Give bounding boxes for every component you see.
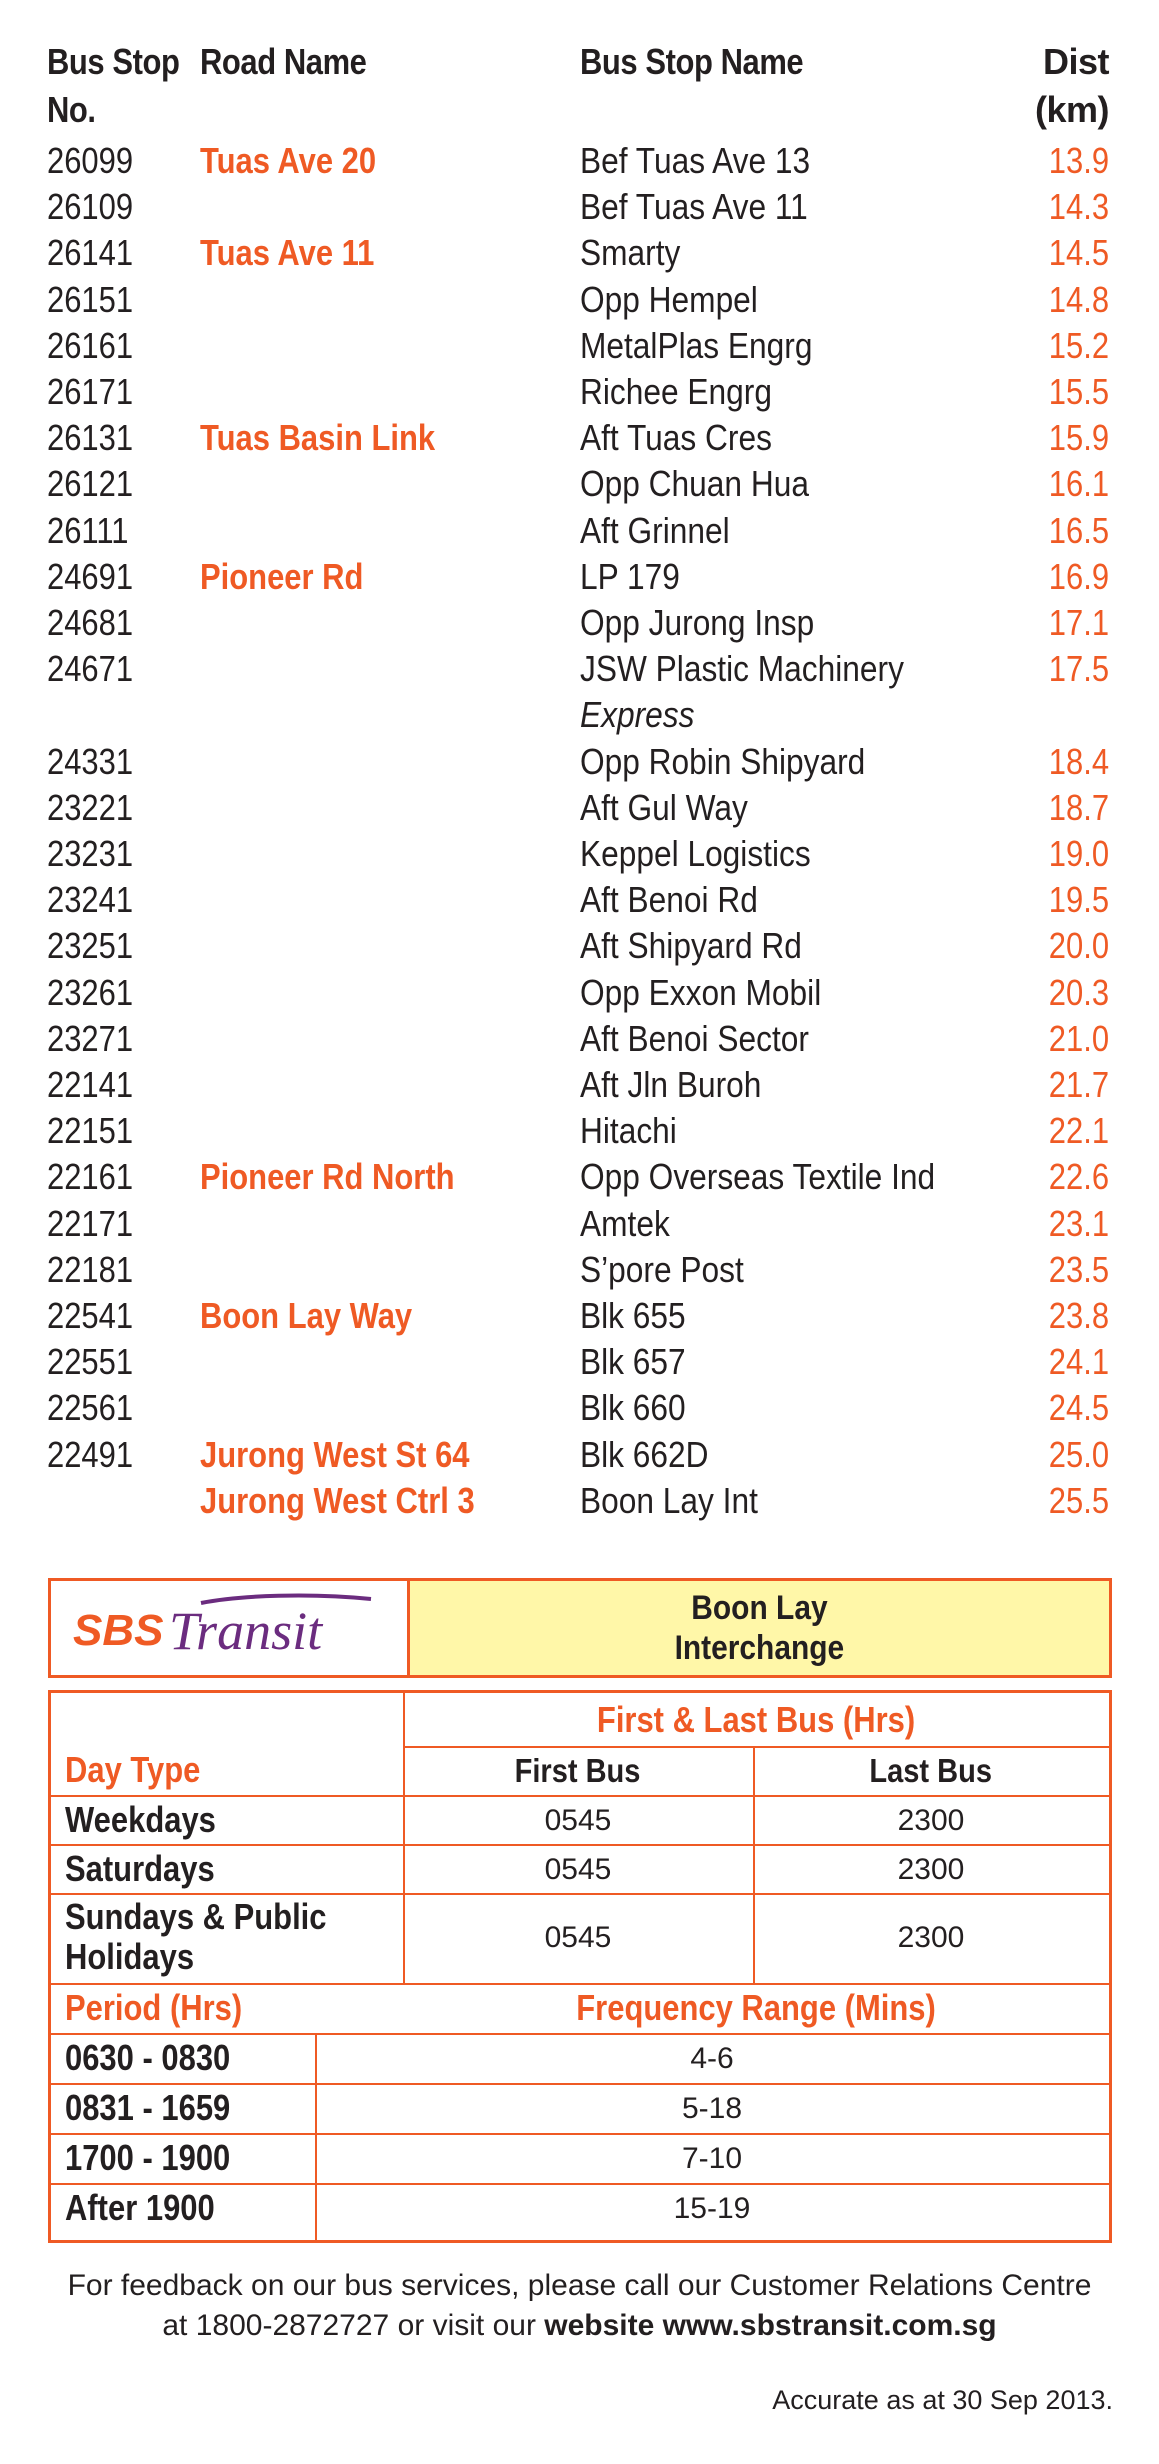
stop-row (0, 277, 1159, 323)
header-dist-line1: Dist (1042, 41, 1109, 82)
distance-km: 14.5 (1048, 232, 1109, 274)
day-type-label: Day Type (65, 1749, 201, 1790)
header-bus-stop-no (47, 38, 201, 134)
bus-stop-name: Opp Hempel (580, 278, 758, 320)
stop-row (0, 1247, 1159, 1293)
distance-km: 17.5 (1048, 648, 1109, 690)
bus-stop-name: Aft Benoi Sector (580, 1017, 809, 1059)
stop-row (0, 1385, 1159, 1431)
period-label: Period (Hrs) (65, 1987, 243, 2028)
bus-stop-name: Blk 657 (580, 1341, 686, 1383)
bus-stop-no: 22161 (47, 1156, 134, 1198)
bus-stop-no: 24681 (47, 602, 134, 643)
bus-stop-no: 22171 (47, 1202, 134, 1244)
bus-stop-no: 23251 (47, 925, 134, 967)
distance-km: 18.4 (1048, 740, 1109, 782)
period-row-2: 0831 - 1659 (65, 2087, 231, 2128)
stop-row (0, 138, 1159, 184)
stop-row (0, 1016, 1159, 1062)
bus-stop-no: 23231 (47, 833, 134, 874)
stop-row (0, 1201, 1159, 1247)
grid-line (51, 1844, 1109, 1846)
sundays-first-bus: 0545 (544, 1921, 612, 1954)
bus-stop-name: Aft Shipyard Rd (580, 925, 802, 967)
bus-stop-name: JSW Plastic Machinery (580, 648, 904, 690)
bus-stop-no: 22181 (47, 1248, 134, 1290)
bus-stop-no: 22491 (47, 1433, 134, 1475)
bus-stop-no: 26109 (47, 186, 134, 228)
distance-km: 21.7 (1048, 1064, 1109, 1105)
distance-km: 16.9 (1048, 555, 1109, 597)
grid-line (51, 1983, 1109, 1985)
stop-row (0, 600, 1159, 646)
stop-row (0, 1339, 1159, 1385)
header-dist (1035, 38, 1109, 134)
bus-stop-name: Keppel Logistics (580, 833, 811, 874)
last-bus-label: Last Bus (869, 1752, 993, 1789)
stop-row (0, 184, 1159, 230)
bus-stop-name: Aft Benoi Rd (580, 879, 758, 921)
feedback-line-2-text: at 1800-2872727 or visit our (162, 2309, 545, 2342)
weekdays-first-bus: 0545 (544, 1804, 612, 1837)
grid-line (51, 2033, 1109, 2035)
bus-stop-name: Aft Gul Way (580, 786, 748, 828)
header-bus-stop-no-line2: No. (47, 89, 96, 130)
bus-stop-no: 23261 (47, 971, 134, 1013)
distance-km: 14.8 (1048, 278, 1109, 320)
stop-row (0, 1062, 1159, 1108)
bus-stop-name: Opp Robin Shipyard (580, 740, 866, 782)
bus-stop-name: Bef Tuas Ave 13 (580, 140, 811, 181)
distance-km: 24.5 (1048, 1387, 1109, 1429)
stop-row (0, 323, 1159, 369)
distance-km: 25.0 (1048, 1433, 1109, 1475)
grid-line (403, 1746, 1109, 1748)
bus-stop-name: Boon Lay Int (580, 1479, 758, 1521)
distance-km: 18.7 (1048, 786, 1109, 828)
bus-stop-name: Aft Grinnel (580, 509, 730, 551)
distance-km: 21.0 (1048, 1017, 1109, 1059)
stop-row (0, 1478, 1159, 1524)
bus-stop-name: Opp Jurong Insp (580, 602, 815, 643)
frequency-row-1: 4-6 (690, 2042, 734, 2075)
accuracy-note: Accurate as at 30 Sep 2013. (772, 2385, 1113, 2415)
bus-stop-no: 23271 (47, 1017, 134, 1059)
header-bus-stop-name-label: Bus Stop Name (580, 41, 804, 82)
first-bus-label: First Bus (515, 1752, 641, 1789)
distance-km: 24.1 (1048, 1341, 1109, 1383)
road-name: Tuas Ave 11 (200, 232, 375, 274)
bus-stop-no: 22151 (47, 1110, 134, 1152)
sbs-transit-logo (51, 1581, 407, 1675)
distance-km: 16.5 (1048, 509, 1109, 551)
bus-stop-name: Aft Tuas Cres (580, 417, 772, 459)
bus-stop-name: Richee Engrg (580, 371, 772, 412)
bus-stop-no: 26141 (47, 232, 134, 274)
stop-row (0, 1432, 1159, 1478)
stop-row (0, 461, 1159, 507)
distance-km: 22.1 (1048, 1110, 1109, 1152)
bus-stop-name: Aft Jln Buroh (580, 1064, 762, 1105)
road-name: Pioneer Rd North (200, 1156, 455, 1198)
bus-stop-name: Amtek (580, 1202, 670, 1244)
frequency-row-3: 7-10 (681, 2142, 743, 2175)
bus-stop-name: Blk 655 (580, 1295, 686, 1336)
header-bus-stop-name (580, 38, 840, 86)
stop-row (0, 646, 1159, 692)
distance-km: 15.2 (1048, 324, 1109, 366)
road-name: Pioneer Rd (200, 555, 364, 597)
bus-stop-no: 23241 (47, 879, 134, 921)
road-name: Tuas Basin Link (200, 417, 436, 459)
website-link[interactable]: website www.sbstransit.com.sg (544, 2309, 997, 2342)
grid-line (51, 2183, 1109, 2185)
bus-stop-name: S’pore Post (580, 1248, 744, 1290)
sundays-last-bus: 2300 (897, 1921, 965, 1954)
bus-stop-name: Opp Chuan Hua (580, 463, 809, 505)
bus-stop-no: 24671 (47, 648, 134, 690)
distance-km: 23.8 (1048, 1295, 1109, 1336)
distance-km: 25.5 (1048, 1479, 1109, 1521)
bus-stop-name: Express (580, 694, 695, 736)
bus-stop-name: Opp Exxon Mobil (580, 971, 822, 1013)
bus-stop-no: 24691 (47, 555, 134, 597)
saturdays-first-bus: 0545 (544, 1853, 612, 1886)
distance-km: 20.3 (1048, 971, 1109, 1013)
weekdays-last-bus: 2300 (897, 1804, 965, 1837)
frequency-row-2: 5-18 (681, 2092, 743, 2125)
road-name: Jurong West Ctrl 3 (200, 1479, 475, 1521)
grid-line (51, 2083, 1109, 2085)
feedback-line-1: For feedback on our bus services, please call our Customer Relations Centre (67, 2269, 1092, 2302)
bus-stop-name: Hitachi (580, 1110, 677, 1152)
bus-stop-no: 26131 (47, 417, 134, 459)
stop-row (0, 508, 1159, 554)
stop-row (0, 369, 1159, 415)
distance-km: 15.9 (1048, 417, 1109, 459)
interchange-line1: Boon Lay (691, 1589, 828, 1627)
bus-stop-no: 26151 (47, 278, 134, 320)
bus-stop-no: 22561 (47, 1387, 134, 1429)
sbs-transit-logo-graphic (51, 1581, 407, 1675)
distance-km: 20.0 (1048, 925, 1109, 967)
stop-row (0, 785, 1159, 831)
feedback-line-2 (0, 2306, 1159, 2346)
bus-stop-no: 26099 (47, 140, 134, 181)
bus-stop-no: 22551 (47, 1341, 134, 1383)
bus-stop-no: 26111 (47, 509, 129, 551)
grid-line (51, 1893, 1109, 1895)
logo-sbs-text: SBS (73, 1606, 164, 1655)
stop-row (0, 1154, 1159, 1200)
first-last-title: First & Last Bus (Hrs) (596, 1699, 916, 1740)
stop-row (0, 970, 1159, 1016)
stop-row (0, 1108, 1159, 1154)
bus-stop-no: 26171 (47, 371, 134, 412)
frequency-row-4: 15-19 (673, 2192, 751, 2225)
header-dist-line2: (km) (1034, 89, 1109, 130)
distance-km: 16.1 (1048, 463, 1109, 505)
distance-km: 23.5 (1048, 1248, 1109, 1290)
distance-km: 14.3 (1048, 186, 1109, 228)
period-row-1: 0630 - 0830 (65, 2037, 231, 2078)
bus-stop-name: Opp Overseas Textile Ind (580, 1156, 936, 1198)
bus-stop-no: 22541 (47, 1295, 134, 1336)
stop-row (0, 554, 1159, 600)
interchange-title (407, 1581, 1109, 1675)
header-road-name-label: Road Name (200, 41, 367, 82)
bus-stop-name: Smarty (580, 232, 681, 274)
interchange-line2: Interchange (674, 1629, 845, 1667)
logo-transit-text: Transit (169, 1601, 323, 1661)
road-name: Boon Lay Way (200, 1295, 413, 1336)
distance-km: 19.5 (1048, 879, 1109, 921)
stop-row (0, 1293, 1159, 1339)
period-row-4: After 1900 (65, 2187, 215, 2228)
stop-row (0, 831, 1159, 877)
road-name: Tuas Ave 20 (200, 140, 377, 181)
grid-line (51, 1795, 1109, 1797)
bus-stop-name: LP 179 (580, 555, 680, 597)
timetable (48, 1690, 1112, 2243)
bus-stop-no: 22141 (47, 1064, 134, 1105)
bus-stop-name: Blk 660 (580, 1387, 686, 1429)
operator-header (48, 1578, 1112, 1678)
period-row-3: 1700 - 1900 (65, 2137, 231, 2178)
header-road-name (200, 38, 394, 86)
bus-stop-no: 24331 (47, 740, 134, 782)
bus-stop-no: 26161 (47, 324, 134, 366)
distance-km: 15.5 (1048, 371, 1109, 412)
day-saturdays: Saturdays (65, 1848, 215, 1889)
distance-km: 13.9 (1048, 140, 1109, 181)
bus-stop-no: 23221 (47, 786, 134, 828)
stop-row (0, 692, 1159, 738)
saturdays-last-bus: 2300 (897, 1853, 965, 1886)
distance-km: 22.6 (1048, 1156, 1109, 1198)
stop-row (0, 923, 1159, 969)
day-sundays-public-holidays: Sundays & Public Holidays (65, 1896, 327, 1977)
header-bus-stop-no-line1: Bus Stop (47, 41, 180, 82)
bus-stop-no: 26121 (47, 463, 134, 505)
grid-line (51, 2133, 1109, 2135)
distance-km: 17.1 (1048, 602, 1109, 643)
stop-row (0, 739, 1159, 785)
bus-stop-name: Blk 662D (580, 1433, 709, 1475)
day-weekdays: Weekdays (65, 1799, 216, 1840)
road-name: Jurong West St 64 (200, 1433, 470, 1475)
bus-stop-name: MetalPlas Engrg (580, 324, 813, 366)
stop-row (0, 230, 1159, 276)
bus-stop-name: Bef Tuas Ave 11 (580, 186, 808, 228)
stop-row (0, 877, 1159, 923)
distance-km: 19.0 (1048, 833, 1109, 874)
distance-km: 23.1 (1048, 1202, 1109, 1244)
stop-row (0, 415, 1159, 461)
frequency-label: Frequency Range (Mins) (576, 1987, 936, 2028)
